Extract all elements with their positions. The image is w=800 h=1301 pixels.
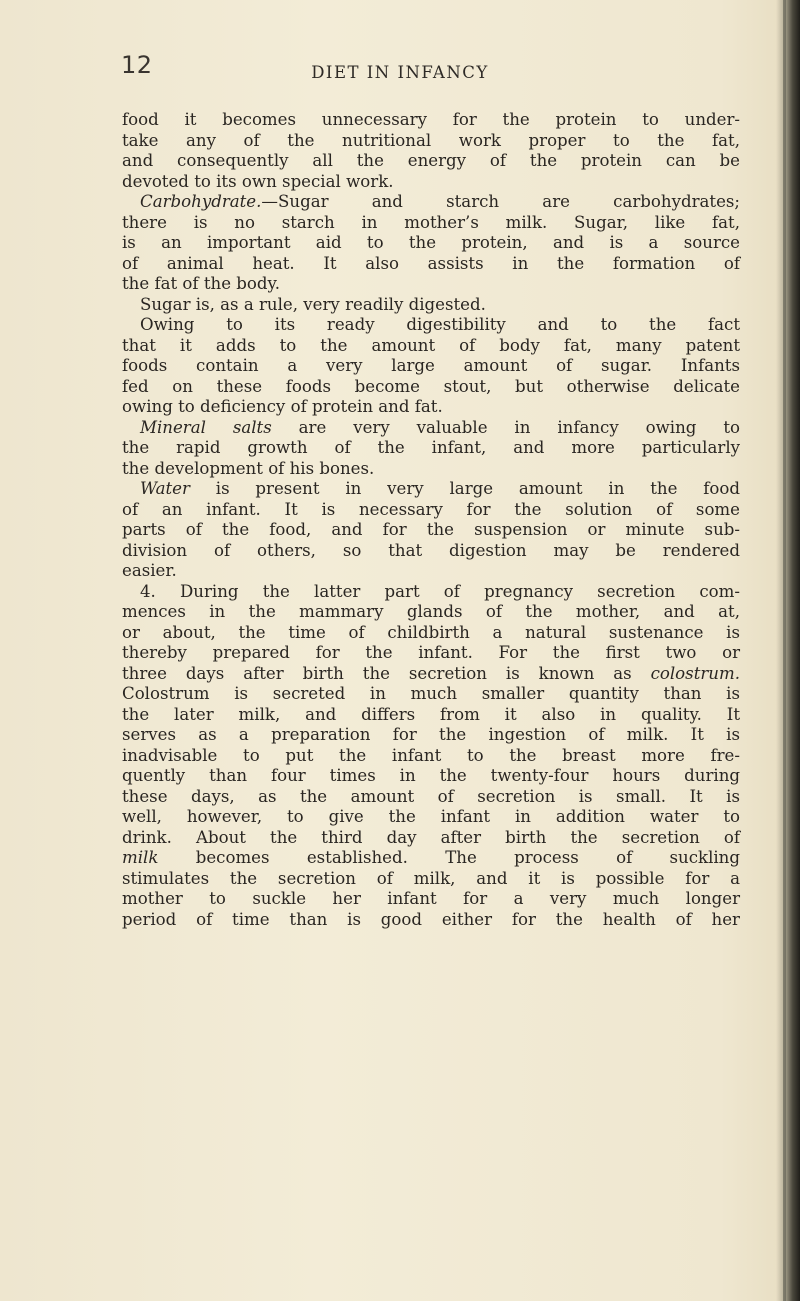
line-text: parts of the food, and for the suspension or minute sub- bbox=[122, 520, 740, 539]
line-text: Owing to its ready digestibility and to the fact bbox=[140, 315, 740, 334]
line-text: is present in very large amount in the food bbox=[189, 479, 740, 498]
line-text: of an infant. It is necessary for the solution of some bbox=[122, 499, 740, 519]
line-text: 4. During the latter part of pregnancy secretion com- bbox=[140, 581, 740, 601]
line-text: of animal heat. It also assists in the formation of bbox=[122, 253, 740, 273]
line-text: devoted to its own special work. bbox=[122, 171, 394, 191]
body-text bbox=[122, 110, 740, 930]
line-text: foods contain a very large amount of sugar. Infants bbox=[122, 356, 740, 375]
line-text: well, however, to give the infant in addition water to bbox=[122, 807, 740, 826]
page-edge-line bbox=[783, 0, 786, 1301]
text-line bbox=[122, 110, 740, 131]
text-line bbox=[122, 848, 740, 869]
text-line bbox=[122, 377, 740, 398]
line-text: that it adds to the amount of body fat, many patent bbox=[122, 335, 740, 355]
line-text: these days, as the amount of secretion is small. It is bbox=[122, 786, 740, 806]
line-text: or about, the time of childbirth a natural sustenance is bbox=[122, 622, 740, 642]
line-text: the fat of the body. bbox=[122, 274, 280, 293]
line-text: serves as a preparation for the ingestion of milk. It is bbox=[122, 725, 740, 744]
line-text: is an important aid to the protein, and is a source bbox=[122, 233, 740, 252]
italic-term: Water bbox=[140, 479, 190, 498]
text-line bbox=[122, 561, 740, 582]
line-text: fed on these foods become stout, but otherwise delicate bbox=[122, 376, 740, 396]
line-text: owing to deficiency of protein and fat. bbox=[122, 397, 443, 416]
text-line bbox=[122, 172, 740, 193]
line-text: there is no starch in mother’s milk. Sugar, like fat, bbox=[122, 212, 740, 232]
text-line bbox=[122, 889, 740, 910]
line-text: the rapid growth of the infant, and more particularly bbox=[122, 438, 740, 457]
line-text: mother to suckle her infant for a very much longer bbox=[122, 889, 740, 908]
text-line bbox=[122, 766, 740, 787]
text-line bbox=[122, 459, 740, 480]
italic-term: milk bbox=[122, 848, 159, 867]
text-line bbox=[122, 869, 740, 890]
text-line bbox=[122, 705, 740, 726]
text-line bbox=[122, 356, 740, 377]
text-line bbox=[122, 664, 740, 685]
page-number: 12 bbox=[121, 51, 153, 79]
text-line bbox=[122, 274, 740, 295]
line-text: take any of the nutritional work proper to the fat, bbox=[122, 130, 740, 150]
line-text: inadvisable to put the infant to the breast more fre- bbox=[122, 745, 740, 765]
line-text: Sugar is, as a rule, very readily digested. bbox=[140, 294, 486, 314]
text-line bbox=[122, 336, 740, 357]
text-line bbox=[122, 192, 740, 213]
line-text: stimulates the secretion of milk, and it is possible for a bbox=[122, 868, 740, 888]
text-line bbox=[122, 213, 740, 234]
text-line bbox=[122, 725, 740, 746]
text-line bbox=[122, 397, 740, 418]
line-text: three days after birth the secretion is known as bbox=[122, 663, 651, 683]
text-line bbox=[122, 787, 740, 808]
page-edge-shadow bbox=[776, 0, 800, 1301]
text-line bbox=[122, 151, 740, 172]
text-line bbox=[122, 623, 740, 644]
line-text: are very valuable in infancy owing to bbox=[271, 417, 740, 437]
text-line bbox=[122, 746, 740, 767]
line-text: Colostrum is secreted in much smaller quantity than is bbox=[122, 684, 740, 703]
text-line bbox=[122, 582, 740, 603]
italic-term: colostrum. bbox=[650, 663, 740, 683]
text-line bbox=[122, 233, 740, 254]
line-text: division of others, so that digestion may be rendered bbox=[122, 540, 740, 560]
text-line bbox=[122, 541, 740, 562]
line-text: —Sugar and starch are carbohydrates; bbox=[261, 192, 740, 211]
line-text: drink. About the third day after birth the secretion of bbox=[122, 827, 740, 847]
running-title: DIET IN INFANCY bbox=[311, 63, 489, 82]
line-text: becomes established. The process of suckling bbox=[158, 848, 740, 867]
text-line bbox=[122, 479, 740, 500]
line-text: quently than four times in the twenty-four hours during bbox=[122, 766, 740, 785]
line-text: easier. bbox=[122, 561, 177, 580]
text-line bbox=[122, 295, 740, 316]
text-line bbox=[122, 438, 740, 459]
text-line bbox=[122, 910, 740, 931]
text-line bbox=[122, 643, 740, 664]
text-line bbox=[122, 418, 740, 439]
line-text: thereby prepared for the infant. For the first two or bbox=[122, 643, 740, 662]
text-line bbox=[122, 520, 740, 541]
text-line bbox=[122, 602, 740, 623]
text-line bbox=[122, 684, 740, 705]
text-line bbox=[122, 131, 740, 152]
line-text: mences in the mammary glands of the mother, and at, bbox=[122, 602, 740, 621]
text-line bbox=[122, 828, 740, 849]
italic-term: Carbohydrate. bbox=[140, 192, 262, 211]
line-text: and consequently all the energy of the protein can be bbox=[122, 151, 740, 170]
line-text: period of time than is good either for the health of her bbox=[122, 909, 740, 929]
line-text: the later milk, and differs from it also in quality. It bbox=[122, 704, 740, 724]
line-text: food it becomes unnecessary for the protein to under- bbox=[122, 110, 740, 129]
text-line bbox=[122, 315, 740, 336]
text-line bbox=[122, 254, 740, 275]
text-line bbox=[122, 500, 740, 521]
italic-term: Mineral salts bbox=[140, 417, 272, 437]
text-line bbox=[122, 807, 740, 828]
line-text: the development of his bones. bbox=[122, 458, 375, 478]
